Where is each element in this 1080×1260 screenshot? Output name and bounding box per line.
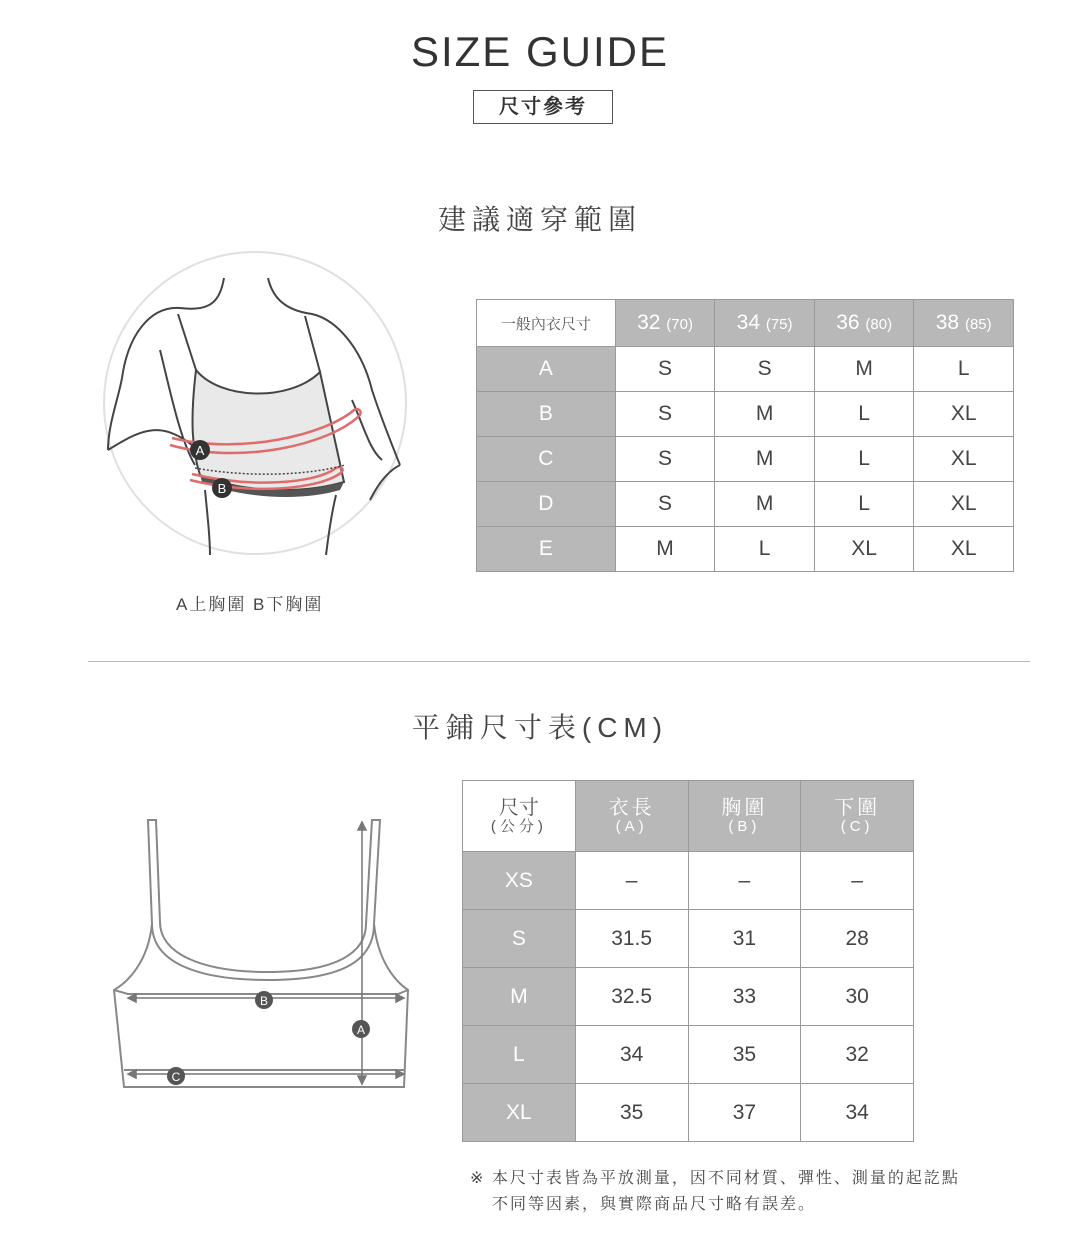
table-cell: L [914,347,1014,392]
recommend-section-title: 建議適穿範圍 [437,204,642,235]
row-label: D [477,482,616,527]
table-cell: – [575,852,688,910]
table-row [477,482,1014,527]
table-cell: L [814,482,914,527]
table-cell: S [615,437,715,482]
column-header: 34 (75) [715,300,815,347]
row-label: XL [463,1084,576,1142]
table-cell: XL [914,527,1014,572]
flat-garment-diagram [108,812,438,1094]
table-cell: XL [914,392,1014,437]
table-row [477,437,1014,482]
section-divider [88,661,1030,662]
table-cell: 34 [801,1084,914,1142]
note-line-1: ※ 本尺寸表皆為平放測量，因不同材質、彈性、測量的起訖點 [470,1170,960,1187]
body-measure-diagram [100,250,412,560]
measurement-note [470,1166,960,1218]
row-label: XS [463,852,576,910]
table-cell: M [615,527,715,572]
table-row [463,910,914,968]
table-corner: 尺寸 (公分) [463,781,576,852]
table-cell: 31 [688,910,801,968]
table-corner: 一般內衣尺寸 [477,300,616,347]
diagram-caption: A上胸圍 B下胸圍 [176,595,324,614]
table-cell: L [814,392,914,437]
table-row [477,347,1014,392]
table-cell: M [715,437,815,482]
flat-section-title: 平鋪尺寸表(CM) [411,712,669,743]
table-row [477,392,1014,437]
table-cell: 37 [688,1084,801,1142]
column-header: 36 (80) [814,300,914,347]
table-cell: S [615,347,715,392]
table-row [463,1084,914,1142]
recommend-size-table [476,299,1014,572]
table-header-row [477,300,1014,347]
flat-size-table [462,780,914,1142]
row-label: L [463,1026,576,1084]
table-cell: 35 [575,1084,688,1142]
column-header: 衣長 (A) [575,781,688,852]
table-cell: S [615,392,715,437]
table-cell: 35 [688,1026,801,1084]
note-line-2: 不同等因素，與實際商品尺寸略有誤差。 [492,1196,817,1213]
marker-c-label: C [171,1070,181,1084]
column-header: 32 (70) [615,300,715,347]
table-row [463,852,914,910]
column-header: 下圍 (C) [801,781,914,852]
table-cell: 28 [801,910,914,968]
table-cell: – [801,852,914,910]
table-row [463,1026,914,1084]
table-cell: M [814,347,914,392]
table-cell: M [715,482,815,527]
table-cell: XL [914,482,1014,527]
marker-b-label: B [217,481,227,496]
marker-a-label: A [195,443,205,458]
page-title: SIZE GUIDE [410,28,670,75]
table-cell: XL [814,527,914,572]
table-cell: S [715,347,815,392]
table-cell: 31.5 [575,910,688,968]
table-cell: M [715,392,815,437]
table-cell: S [615,482,715,527]
column-header: 胸圍 (B) [688,781,801,852]
row-label: C [477,437,616,482]
column-header: 38 (85) [914,300,1014,347]
table-header-row [463,781,914,852]
table-cell: 32 [801,1026,914,1084]
page-subtitle: 尺寸參考 [473,90,613,124]
row-label: S [463,910,576,968]
table-row [463,968,914,1026]
table-cell: XL [914,437,1014,482]
row-label: M [463,968,576,1026]
table-cell: L [715,527,815,572]
table-cell: 34 [575,1026,688,1084]
row-label: E [477,527,616,572]
marker-a-label: A [356,1023,366,1037]
row-label: A [477,347,616,392]
table-cell: 33 [688,968,801,1026]
marker-b-label: B [259,994,269,1008]
table-cell: 32.5 [575,968,688,1026]
table-cell: L [814,437,914,482]
table-cell: – [688,852,801,910]
table-row [477,527,1014,572]
row-label: B [477,392,616,437]
table-cell: 30 [801,968,914,1026]
